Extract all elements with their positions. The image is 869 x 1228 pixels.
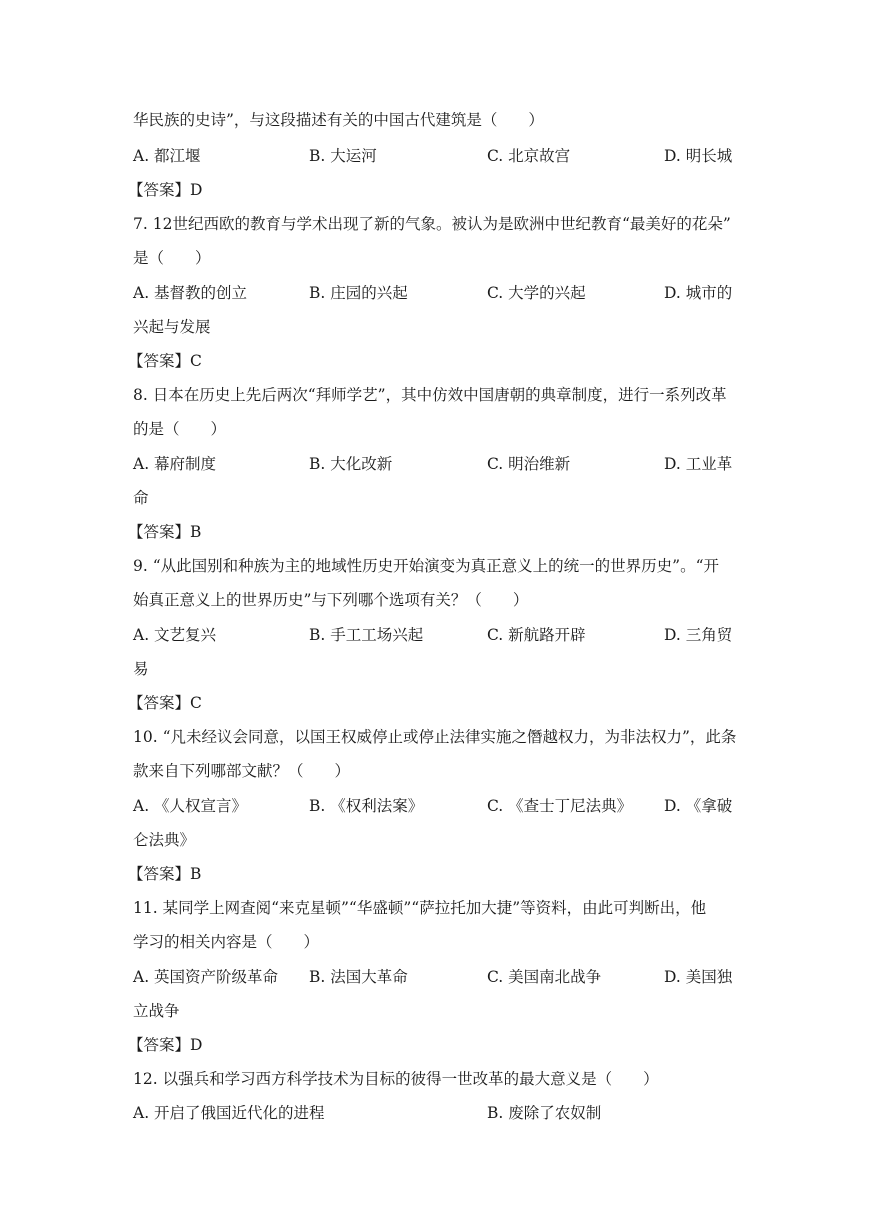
option-item: D. 《拿破	[664, 797, 733, 815]
option-item: B. 《权利法案》	[309, 797, 424, 815]
option-item: A. 基督教的创立	[133, 284, 248, 302]
option-item: B. 手工工场兴起	[309, 626, 424, 644]
text-line: 11. 某同学上网查阅“来克星顿”“华盛顿”“萨拉托加大捷”等资料，由此可判断出，他	[133, 899, 707, 917]
option-item: A. 文艺复兴	[133, 626, 217, 644]
option-item: C. 明治维新	[487, 455, 571, 473]
text-line: 学习的相关内容是（ ）	[133, 933, 320, 951]
option-item: B. 废除了农奴制	[487, 1104, 602, 1122]
option-item: B. 大化改新	[309, 455, 393, 473]
option-item: D. 美国独	[664, 968, 733, 986]
text-line: 易	[133, 660, 149, 678]
text-line: 12. 以强兵和学习西方科学技术为目标的彼得一世改革的最大意义是（ ）	[133, 1070, 659, 1088]
text-line: 兴起与发展	[133, 318, 211, 336]
option-item: A. 幕府制度	[133, 455, 217, 473]
option-item: D. 城市的	[664, 284, 733, 302]
text-line: 8. 日本在历史上先后两次“拜师学艺”，其中仿效中国唐朝的典章制度，进行一系列改革	[133, 386, 727, 404]
option-item: B. 法国大革命	[309, 968, 408, 986]
option-item: B. 大运河	[309, 147, 377, 165]
text-line: 命	[133, 489, 149, 507]
option-item: C. 美国南北战争	[487, 968, 602, 986]
text-line: 始真正意义上的世界历史”与下列哪个选项有关？（ ）	[133, 591, 529, 609]
option-item: A. 都江堰	[133, 147, 201, 165]
answer-line: 【答案】B	[128, 865, 202, 883]
text-line: 9. “从此国别和种族为主的地域性历史开始演变为真正意义上的统一的世界历史”。“开	[133, 557, 719, 575]
option-item: A. 开启了俄国近代化的进程	[133, 1104, 325, 1122]
option-item: C. 《查士丁尼法典》	[487, 797, 633, 815]
answer-line: 【答案】D	[128, 1036, 203, 1054]
text-line: 的是（ ）	[133, 420, 227, 438]
option-item: C. 大学的兴起	[487, 284, 586, 302]
answer-line: 【答案】D	[128, 181, 203, 199]
answer-line: 【答案】C	[128, 694, 202, 712]
option-item: C. 北京故宫	[487, 147, 571, 165]
text-line: 款来自下列哪部文献？（ ）	[133, 762, 351, 780]
text-line: 仑法典》	[133, 831, 196, 849]
answer-line: 【答案】C	[128, 352, 202, 370]
option-item: D. 工业革	[664, 455, 733, 473]
option-item: D. 三角贸	[664, 626, 733, 644]
option-item: A. 《人权宣言》	[133, 797, 248, 815]
option-item: A. 英国资产阶级革命	[133, 968, 279, 986]
option-item: B. 庄园的兴起	[309, 284, 408, 302]
answer-line: 【答案】B	[128, 523, 202, 541]
text-line: 是（ ）	[133, 249, 211, 267]
text-line: 7. 12世纪西欧的教育与学术出现了新的气象。被认为是欧洲中世纪教育“最美好的花朵”	[133, 215, 731, 233]
text-line: 立战争	[133, 1002, 180, 1020]
option-item: C. 新航路开辟	[487, 626, 586, 644]
text-line: 10. “凡未经议会同意，以国王权威停止或停止法律实施之僭越权力，为非法权力”，此条	[133, 728, 737, 746]
option-item: D. 明长城	[664, 147, 733, 165]
text-line: 华民族的史诗”，与这段描述有关的中国古代建筑是（ ）	[133, 111, 544, 129]
